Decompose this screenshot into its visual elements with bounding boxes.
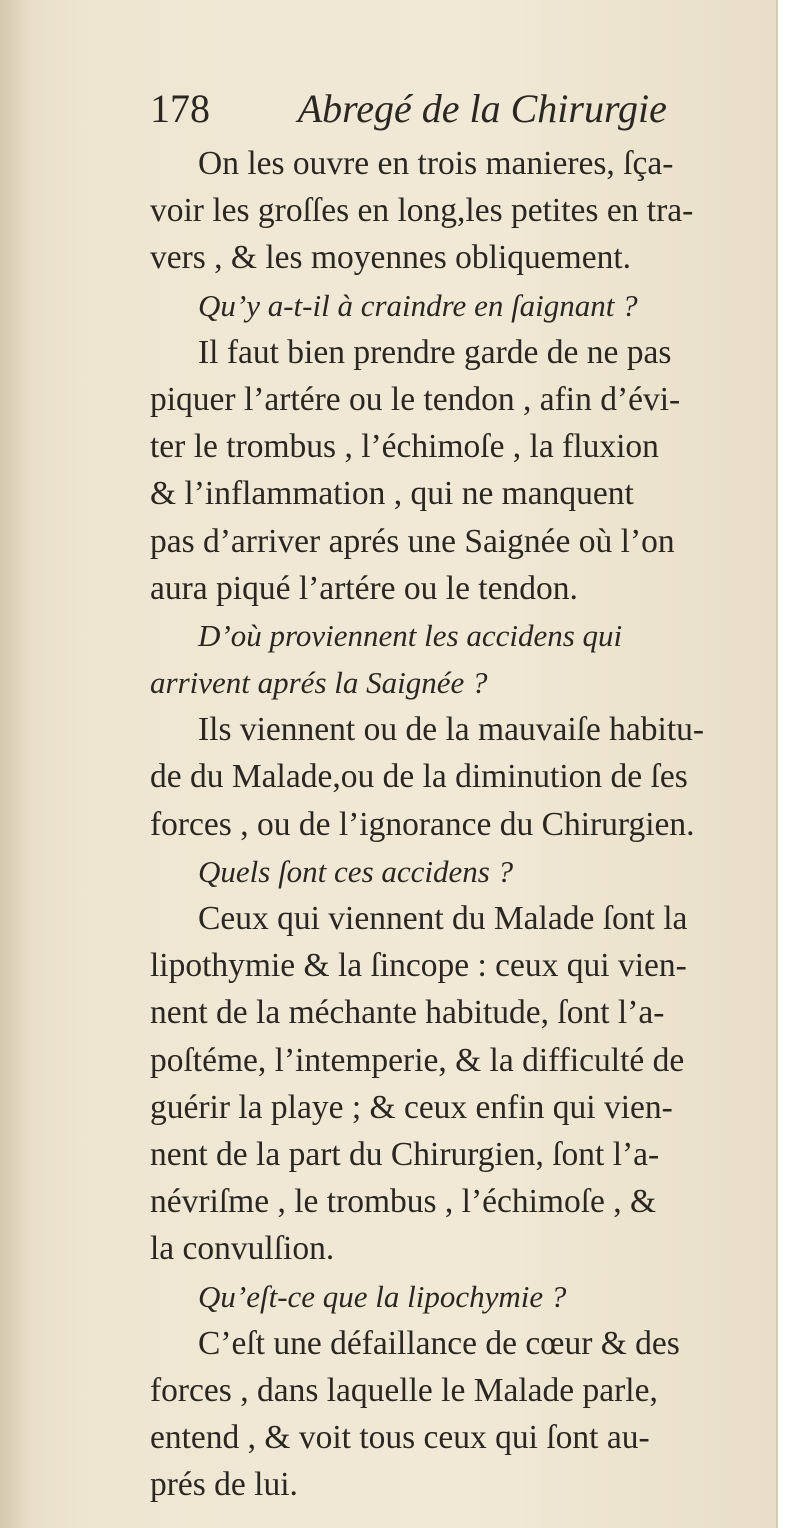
text-line: entend , & voit tous ceux qui ſont au- xyxy=(150,1419,650,1457)
text-line: névriſme , le trombus , l’échimoſe , & xyxy=(150,1183,657,1221)
text-line: la convulſion. xyxy=(150,1230,335,1268)
text-line: & l’inflammation , qui ne manquent xyxy=(150,475,634,513)
question-line: D’où proviennent les accidens qui xyxy=(198,617,623,653)
text-line: nent de la méchante habitude, ſont l’a- xyxy=(150,994,665,1032)
text-line: forces , ou de l’ignorance du Chirurgien. xyxy=(150,805,695,843)
page-gutter-shadow xyxy=(0,0,30,1528)
question-line: Qu’eſt-ce que la lipochymie ? xyxy=(198,1278,567,1314)
text-line: vers , & les moyennes obliquement. xyxy=(150,239,632,277)
text-line: Ceux qui viennent du Malade ſont la xyxy=(198,900,688,937)
page-header xyxy=(150,78,790,140)
text-line: nent de la part du Chirurgien, ſont l’a- xyxy=(150,1135,660,1173)
text-line: ter le trombus , l’échimoſe , la fluxion xyxy=(150,428,659,466)
text-line: aura piqué l’artére ou le tendon. xyxy=(150,569,578,607)
text-line: lipothymie & la ſincope : ceux qui vien- xyxy=(150,947,687,985)
text-line: Ils viennent ou de la mauvaiſe habitu- xyxy=(198,711,705,749)
page-number: 178 xyxy=(150,86,210,131)
text-line: forces , dans laquelle le Malade parle, xyxy=(150,1371,658,1409)
text-line: C’eſt une défaillance de cœur & des xyxy=(198,1324,680,1362)
text-line: voir les groſſes en long,les petites en tra- xyxy=(150,192,694,230)
text-line: piquer l’artére ou le tendon , afin d’évi- xyxy=(150,380,681,418)
body-text xyxy=(150,140,790,1508)
text-line: de du Malade,ou de la diminution de ſes xyxy=(150,758,688,796)
question-line: arrivent aprés la Saignée ? xyxy=(150,665,488,701)
running-title: Abregé de la Chirurgie xyxy=(297,86,667,131)
text-line: guérir la playe ; & ceux enfin qui vien- xyxy=(150,1088,673,1126)
text-line: Il faut bien prendre garde de ne pas xyxy=(198,333,672,371)
question-line: Qu’y a-t-il à craindre en ſaignant ? xyxy=(198,287,638,323)
question-line: Quels ſont ces accidens ? xyxy=(198,853,514,889)
text-line: poſtéme, l’intemperie, & la difficulté de xyxy=(150,1041,685,1079)
text-line: pas d’arriver aprés une Saignée où l’on xyxy=(150,522,675,560)
text-line: prés de lui. xyxy=(150,1466,298,1504)
page-text xyxy=(150,78,790,1508)
text-line: On les ouvre en trois manieres, ſça- xyxy=(198,145,674,182)
